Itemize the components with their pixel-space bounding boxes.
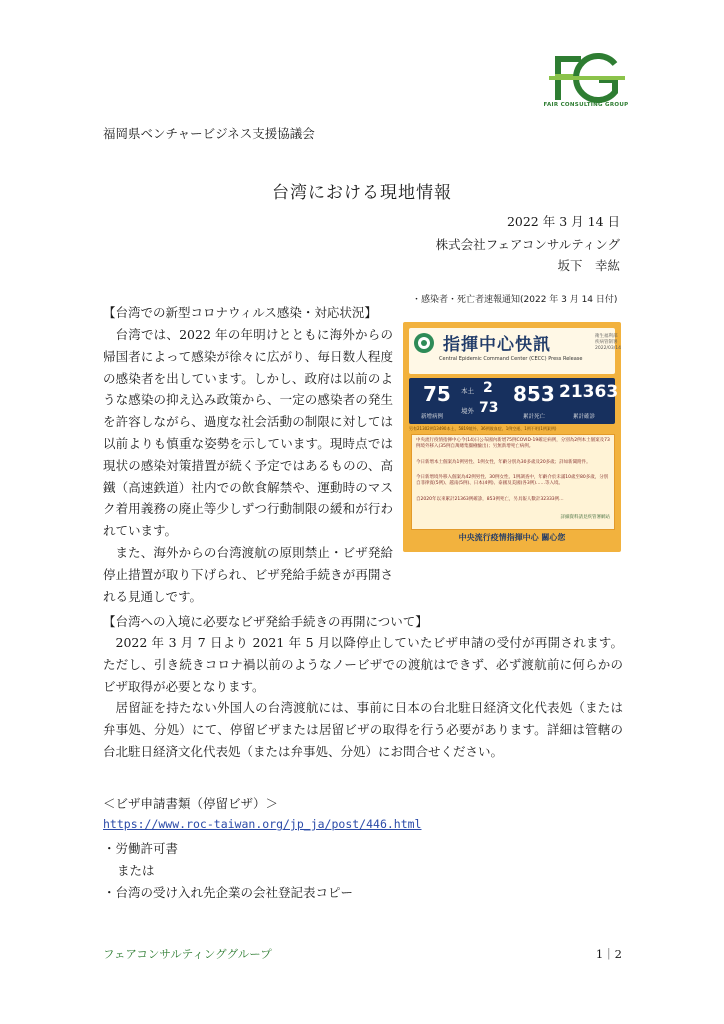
- stat-imported-value: 73: [479, 400, 499, 416]
- company-name: 株式会社フェアコンサルティング: [435, 237, 620, 252]
- organization-name: 福岡県ベンチャービジネス支援協議会: [103, 126, 315, 141]
- list-item: ・台湾の受け入れ先企業の会社登記表コピー: [103, 885, 354, 900]
- visa-info-link[interactable]: https://www.roc-taiwan.org/jp_ja/post/446.html: [103, 817, 422, 831]
- bulletin-subtitle: Central Epidemic Command Center (CECC) Press Release: [439, 356, 583, 362]
- bulletin-line: 今日新增境外移入個案為42例男性、30例女性、1例調查中，年齡介於未滿10歲至80多歲，分別自菲律賓(5例)、越南(5例)、日本(4例)、泰國及美國(各3例)……等入境。: [416, 475, 609, 486]
- logo-text: FAIR CONSULTING GROUP: [543, 102, 629, 108]
- visa-docs-heading: ＜ビザ申請書類（停留ビザ）＞: [103, 796, 279, 811]
- section-body-covid: [103, 324, 393, 607]
- stat-imported-label: 境外: [461, 407, 474, 415]
- paragraph: 2022 年 3 月 7 日より 2021 年 5 月以降停止していたビザ申請の受付が再開されます。ただし、引き続きコロナ禍以前のようなノービザでの渡航はできず、必ず渡航前に何らかのビザ取得が必要となります。: [103, 635, 623, 694]
- bulletin-body: [411, 434, 615, 530]
- cecc-bulletin-image: [403, 322, 621, 552]
- bulletin-summary-bar: 另有21302例13490本土、5819境外、36例敗血症、1例空運、1例不明(1例案例): [409, 426, 557, 431]
- section-body-visa: [103, 632, 623, 763]
- bulletin-line: 今日新增本土個案為1例男性、1例女性，年齡分別為30多歲及20多歲；詳如新聞附件。: [416, 460, 591, 465]
- bulletin-header: [409, 328, 621, 374]
- bulletin-line: 自2020年以來累計21363例確診，853例死亡，另具報人數計32333例…: [416, 497, 564, 502]
- bulletin-line: 中央流行疫情指揮中心今(14)日公布國內新增75例COVID-19確定病例，分別為2例本土個案及73例境外移入(35例自萬總集團檢驗出)；另無新增死亡病例。: [416, 438, 610, 449]
- stat-new-label: 新增病例: [421, 414, 444, 420]
- stat-confirmed-label: 累計確診: [573, 414, 596, 420]
- paragraph: 台湾では、2022 年の年明けとともに海外からの帰国者によって感染が徐々に広がり、毎日数人程度の感染者を出しています。しかし、政府は以前のような感染の抑え込み政策から、一定の感染者の発生を許容しながら、過度な社会活動の制限に対しては以前よりも慎重な姿勢を示しています。現時点では現状の感染対策措置が続く予定ではあるものの、高鐵（高速鉄道）社内での飲食解禁や、運動時のマスク着用義務の廃止等少しずつ行動制限の緩和が行われています。: [103, 327, 393, 539]
- stat-local-value: 2: [483, 380, 493, 396]
- section-heading-covid: 【台湾での新型コロナウィルス感染・対応状況】: [103, 305, 377, 320]
- stat-deaths-label: 累計死亡: [523, 414, 546, 420]
- list-item: または: [117, 863, 155, 878]
- visa-docs-list: [103, 838, 353, 904]
- bulletin-stamp: 衛生福利部疾病管制署 2022/03/14: [595, 334, 621, 351]
- stat-new-value: 75: [423, 382, 451, 406]
- paragraph: 居留証を持たない外国人の台湾渡航には、事前に日本の台北駐日経済文化代表処（または弁事処、分処）にて、停留ビザまたは居留ビザの取得を行う必要があります。詳細は管轄の台北駐日経済文化代表処（または弁事処、分処）にお問合せください。: [103, 700, 623, 759]
- stat-confirmed-value: 21363: [559, 382, 619, 402]
- stat-deaths-value: 853: [513, 382, 555, 406]
- bulletin-footer: 中央流行疫情指揮中心 關心您: [458, 533, 566, 542]
- footer-group-name: フェアコンサルティンググループ: [103, 947, 272, 961]
- stat-local-label: 本土: [461, 387, 474, 395]
- bulletin-stats: [409, 378, 619, 424]
- cecc-emblem-icon: [413, 332, 435, 354]
- section-heading-visa: 【台湾への入境に必要なビザ発給手続きの再開について】: [103, 614, 428, 629]
- list-item: ・労働許可書: [103, 841, 179, 856]
- author-name: 坂下 幸紘: [557, 258, 620, 273]
- document-title: 台湾における現地情報: [272, 183, 452, 203]
- bulletin-line: 詳細資料請見疾管署網站: [560, 515, 610, 520]
- document-date: 2022 年 3 月 14 日: [506, 214, 620, 229]
- bulletin-title: 指揮中心快訊: [443, 335, 551, 355]
- page-number: 1｜2: [595, 947, 622, 961]
- paragraph: また、海外からの台湾渡航の原則禁止・ビザ発給停止措置が取り下げられ、ビザ発給手続きが再開される見通しです。: [103, 544, 393, 604]
- bulletin-caption: ・感染者・死亡者速報通知(2022 年 3 月 14 日付): [412, 295, 618, 305]
